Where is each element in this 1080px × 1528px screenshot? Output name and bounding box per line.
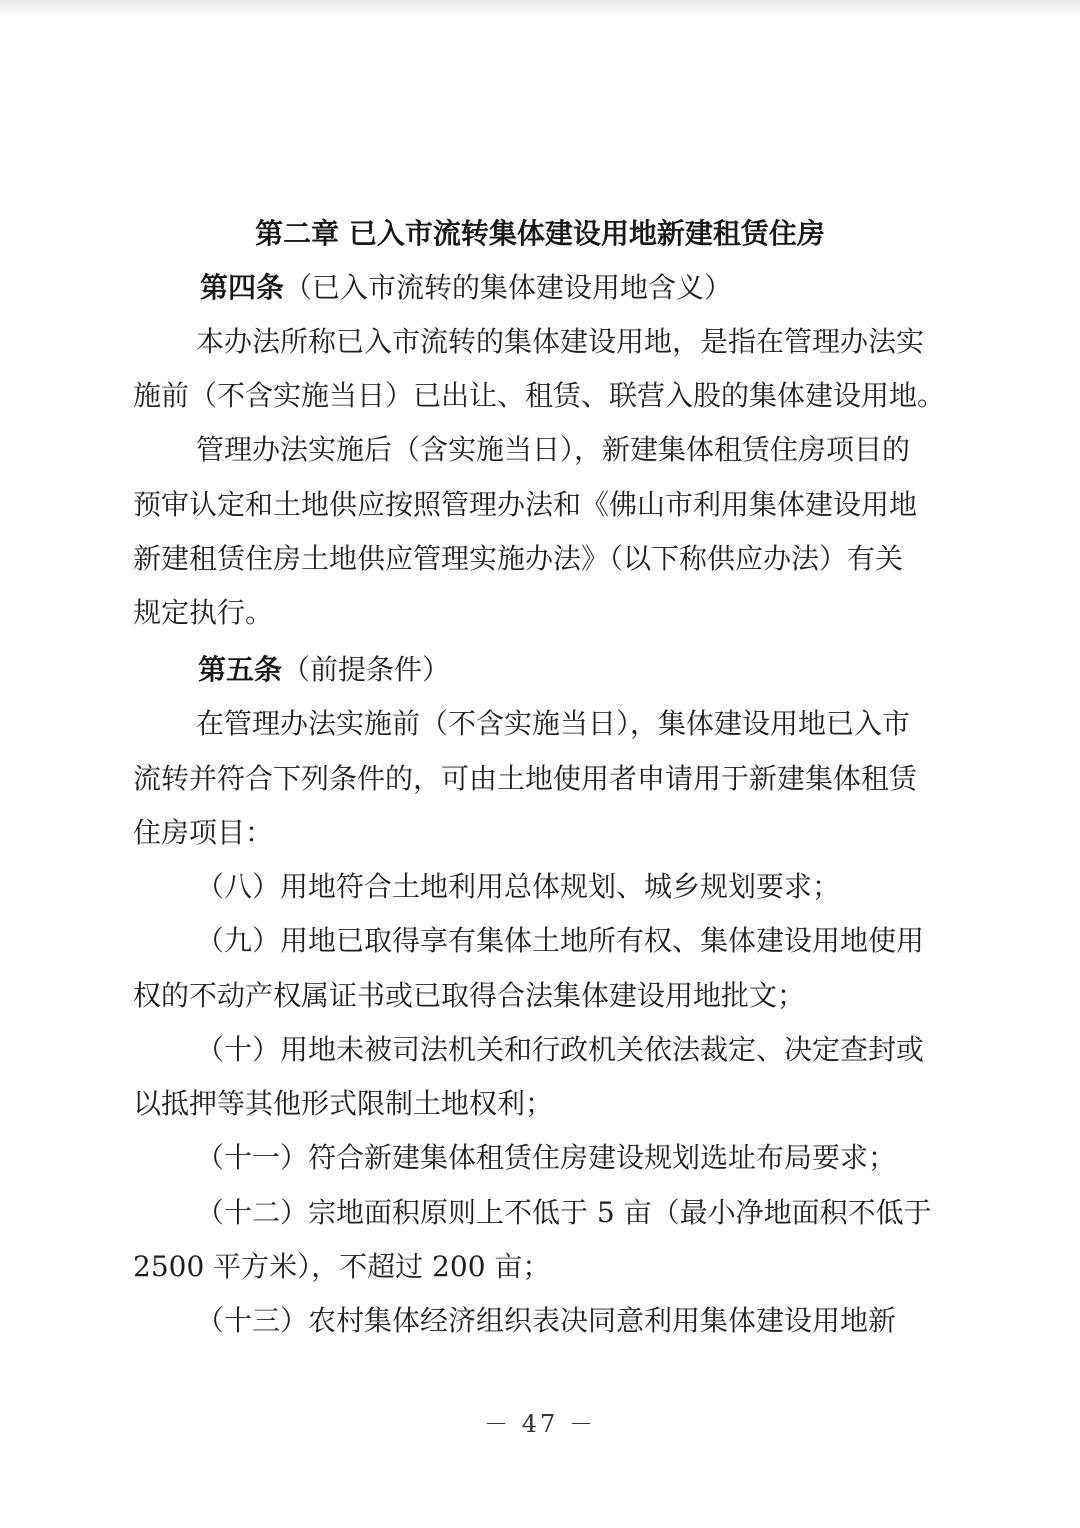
article-5-line-11: 2500 平方米），不超过 200 亩；: [133, 1250, 551, 1283]
article-5-line-10: （十二）宗地面积原则上不低于 5 亩（最小净地面积不低于: [196, 1196, 932, 1229]
article-5-line-1: 在管理办法实施前（不含实施当日），集体建设用地已入市: [196, 707, 911, 740]
article-5-line-2: 流转并符合下列条件的，可由土地使用者申请用于新建集体租赁: [133, 762, 918, 795]
article-4-heading-line: [200, 268, 732, 308]
article-4-line-6: 规定执行。: [133, 596, 274, 629]
article-4-heading: 第四条: [200, 271, 285, 304]
article-5-heading: 第五条: [198, 653, 283, 686]
article-4-subtitle: （已入市流转的集体建设用地含义）: [284, 271, 733, 304]
page-number: － 47 －: [484, 1410, 596, 1438]
chapter-title: 第二章 已入市流转集体建设用地新建租赁住房: [255, 217, 825, 250]
article-5-line-6: 权的不动产权属证书或已取得合法集体建设用地批文；: [133, 979, 806, 1012]
article-4-line-4: 预审认定和土地供应按照管理办法和《佛山市利用集体建设用地: [133, 488, 918, 521]
article-4-line-3: 管理办法实施后（含实施当日），新建集体租赁住房项目的: [196, 433, 911, 466]
article-5-line-5: （九）用地已取得享有集体土地所有权、集体建设用地使用: [196, 924, 925, 957]
article-5-line-4: （八）用地符合土地利用总体规划、城乡规划要求；: [196, 870, 841, 903]
article-5-line-12: （十三）农村集体经济组织表决同意利用集体建设用地新: [196, 1304, 897, 1337]
article-5-line-9: （十一）符合新建集体租赁住房建设规划选址布局要求；: [196, 1141, 897, 1174]
article-5-line-7: （十）用地未被司法机关和行政机关依法裁定、决定查封或: [196, 1033, 925, 1066]
article-5-heading-line: [198, 650, 450, 690]
article-4-line-2: 施前（不含实施当日）已出让、租赁、联营入股的集体建设用地。: [133, 379, 946, 412]
article-5-line-3: 住房项目：: [133, 816, 274, 849]
article-5-line-8: 以抵押等其他形式限制土地权利；: [133, 1087, 554, 1120]
article-4-line-5: 新建租赁住房土地供应管理实施办法》（以下称供应办法）有关: [133, 542, 904, 575]
article-5-subtitle: （前提条件）: [282, 653, 451, 686]
scan-edge: [0, 0, 1080, 18]
article-4-line-1: 本办法所称已入市流转的集体建设用地，是指在管理办法实: [196, 325, 925, 358]
